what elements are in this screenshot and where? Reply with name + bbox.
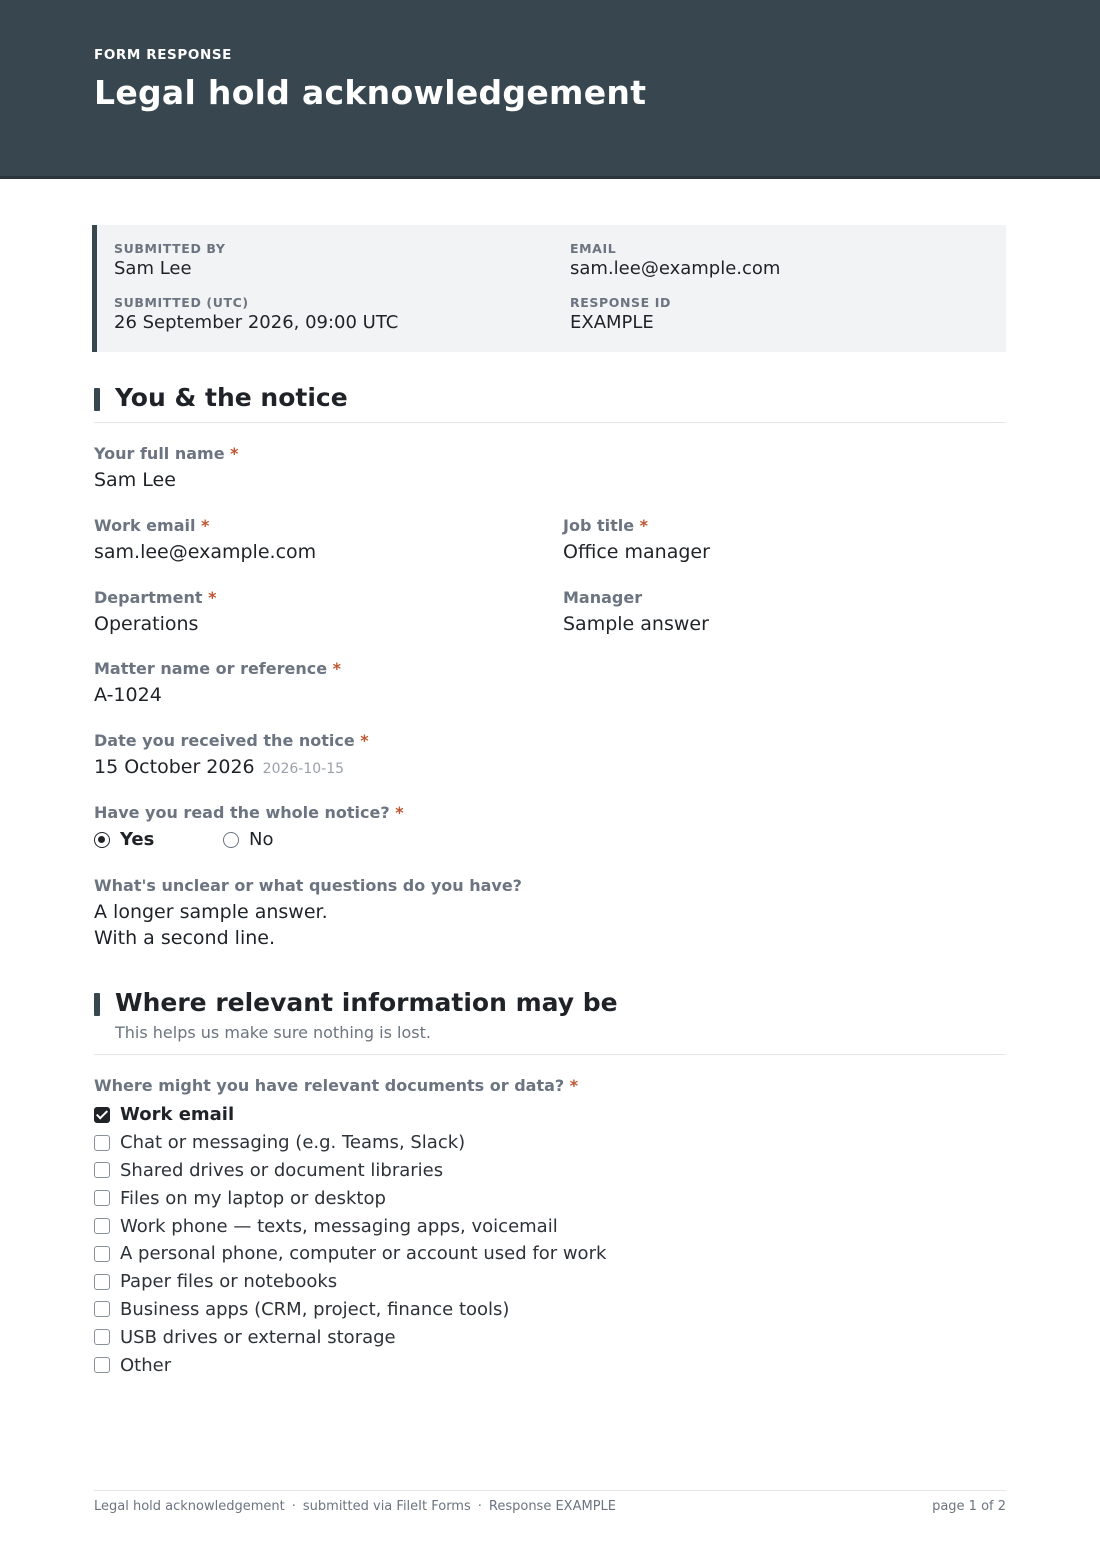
section-title: You & the notice <box>115 383 348 412</box>
checkbox-unchecked-icon <box>94 1190 110 1206</box>
required-marker: * <box>332 659 342 678</box>
checkbox-unchecked-icon <box>94 1329 110 1345</box>
date-iso: 2026-10-15 <box>262 761 345 777</box>
submitted-utc-label: SUBMITTED (UTC) <box>114 295 249 310</box>
checkbox-paper-files[interactable] <box>94 1268 606 1296</box>
checkbox-unchecked-icon <box>94 1357 110 1373</box>
section-title: Where relevant information may be <box>115 988 618 1017</box>
field-data-locations <box>94 1076 578 1095</box>
required-marker: * <box>201 516 210 535</box>
header-eyebrow: FORM RESPONSE <box>94 47 232 63</box>
field-label: Work email * <box>94 516 210 535</box>
field-label: Have you read the whole notice? * <box>94 803 404 822</box>
checkbox-laptop-files[interactable] <box>94 1184 606 1212</box>
response-id <box>570 295 671 333</box>
field-value: A-1024 <box>94 684 162 706</box>
field-label: Your full name * <box>94 444 239 463</box>
checkbox-unchecked-icon <box>94 1135 110 1151</box>
field-label: Manager <box>563 588 643 607</box>
footer-info <box>94 1499 616 1514</box>
date-display: 15 October 2026 <box>94 756 255 778</box>
field-read-notice <box>94 803 404 822</box>
footer-via: submitted via FileIt Forms <box>302 1499 471 1514</box>
checkbox-usb-drives[interactable] <box>94 1323 606 1351</box>
radio-option-yes[interactable] <box>94 829 154 850</box>
field-job-title <box>563 516 710 563</box>
radio-unselected-icon <box>223 832 239 848</box>
email-value: sam.lee@example.com <box>570 258 781 279</box>
field-full-name <box>94 444 239 491</box>
radio-label: No <box>249 829 274 850</box>
field-value: sam.lee@example.com <box>94 541 317 563</box>
checkbox-unchecked-icon <box>94 1301 110 1317</box>
footer-separator: · <box>291 1499 296 1514</box>
field-value: Office manager <box>563 541 710 563</box>
checkbox-business-apps[interactable] <box>94 1296 606 1324</box>
section-divider <box>94 1054 1006 1055</box>
field-value: Sam Lee <box>94 469 176 491</box>
section-accent-bar <box>94 388 100 411</box>
checkbox-other[interactable] <box>94 1351 606 1379</box>
checkbox-personal-device[interactable] <box>94 1240 606 1268</box>
field-value <box>94 756 369 778</box>
field-work-email <box>94 516 316 563</box>
required-marker: * <box>230 444 239 463</box>
section-divider <box>94 422 1006 423</box>
section-accent-bar <box>94 993 100 1016</box>
checkbox-shared-drives[interactable] <box>94 1157 606 1185</box>
radio-selected-icon <box>94 832 110 848</box>
field-manager <box>563 588 709 635</box>
page-number: page 1 of 2 <box>932 1499 1006 1514</box>
submitted-by-value: Sam Lee <box>114 258 192 279</box>
data-locations-checklist <box>94 1101 606 1379</box>
page-title: Legal hold acknowledgement <box>94 73 647 112</box>
radio-label: Yes <box>120 829 155 850</box>
required-marker: * <box>360 731 369 750</box>
footer-separator: · <box>477 1499 482 1514</box>
field-label: Date you received the notice * <box>94 731 369 750</box>
required-marker: * <box>569 1076 579 1095</box>
field-label: Job title * <box>563 516 649 535</box>
checkbox-label: Paper files or notebooks <box>120 1271 338 1293</box>
checkbox-label: USB drives or external storage <box>120 1326 396 1348</box>
submission-meta-panel <box>92 225 1006 352</box>
field-questions <box>94 876 522 951</box>
required-marker: * <box>208 588 217 607</box>
page-header <box>0 0 1100 179</box>
checkbox-chat-messaging[interactable] <box>94 1129 606 1157</box>
response-id-label: RESPONSE ID <box>570 295 671 310</box>
checkbox-unchecked-icon <box>94 1246 110 1262</box>
field-label: Where might you have relevant documents or data? * <box>94 1076 579 1095</box>
field-value: A longer sample answer. With a second line. <box>94 901 328 949</box>
field-department <box>94 588 216 635</box>
submitter-email <box>570 241 780 279</box>
submitted-by <box>114 241 225 279</box>
checkbox-unchecked-icon <box>94 1274 110 1290</box>
checkbox-unchecked-icon <box>94 1218 110 1234</box>
footer-response: Response EXAMPLE <box>488 1499 616 1514</box>
checkbox-unchecked-icon <box>94 1162 110 1178</box>
checkbox-label: A personal phone, computer or account used for work <box>120 1243 607 1265</box>
radio-option-no[interactable] <box>223 829 273 850</box>
footer-form-name: Legal hold acknowledgement <box>94 1499 285 1514</box>
checkbox-label: Business apps (CRM, project, finance tools) <box>120 1298 510 1320</box>
submitted-utc <box>114 295 398 333</box>
checkbox-label: Other <box>120 1354 172 1376</box>
checkbox-work-phone[interactable] <box>94 1212 606 1240</box>
checkbox-label: Files on my laptop or desktop <box>120 1187 386 1209</box>
field-value: Sample answer <box>563 613 709 635</box>
submitted-by-label: SUBMITTED BY <box>114 241 226 256</box>
field-matter-reference <box>94 659 341 706</box>
checkbox-label: Shared drives or document libraries <box>120 1159 444 1181</box>
field-label: Department * <box>94 588 217 607</box>
field-label: What's unclear or what questions do you have? <box>94 876 522 895</box>
required-marker: * <box>395 803 404 822</box>
checkbox-work-email[interactable] <box>94 1101 606 1129</box>
required-marker: * <box>639 516 649 535</box>
email-label: EMAIL <box>570 241 617 256</box>
submitted-utc-value: 26 September 2026, 09:00 UTC <box>114 312 399 333</box>
field-date-received <box>94 731 369 778</box>
checkbox-label: Chat or messaging (e.g. Teams, Slack) <box>120 1132 466 1154</box>
checkbox-label: Work email <box>120 1104 235 1126</box>
field-value: Operations <box>94 613 199 635</box>
footer-divider <box>94 1490 1006 1491</box>
field-label: Matter name or reference * <box>94 659 342 678</box>
checkbox-label: Work phone — texts, messaging apps, voicemail <box>120 1215 558 1237</box>
section-subtitle: This helps us make sure nothing is lost. <box>115 1023 431 1042</box>
checkbox-checked-icon <box>94 1107 110 1123</box>
response-id-value: EXAMPLE <box>570 312 654 333</box>
